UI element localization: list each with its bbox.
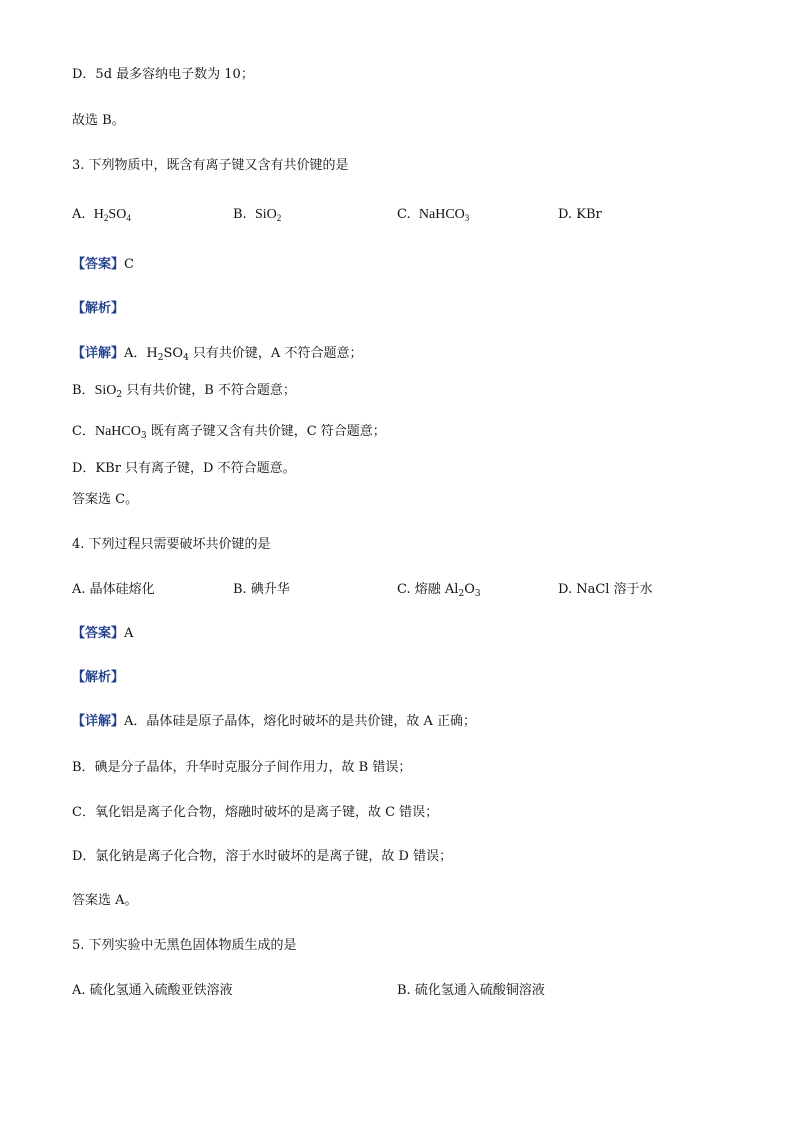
q4-detail-a: 【详解】A．晶体硅是原子晶体，熔化时破坏的是共价键，故 A 正确； (72, 714, 477, 729)
q3-option-a (72, 206, 131, 224)
formula-sio2: SiO$_2$ (254, 207, 282, 223)
q4-answer (72, 625, 133, 643)
answer-value: A (124, 626, 134, 641)
q4-conclusion: 答案选 A。 (72, 893, 138, 908)
q4-analysis-heading (72, 669, 124, 687)
q4-detail-c: C．氧化铝是离子化合物，熔融时破坏的是离子键，故 C 错误； (72, 805, 439, 820)
analysis-tag: 【解析】 (72, 301, 125, 316)
q3-option-c (397, 206, 469, 224)
q3-detail-a: 【详解】A．$H_2SO_4$ 只有共价键，A 不符合题意； (72, 346, 363, 363)
q3-conclusion: 答案选 C。 (72, 492, 139, 507)
formula-h2so4: $H_2SO_4$ (93, 207, 131, 223)
q2-option-d: D．5d 最多容纳电子数为 10； (72, 67, 254, 82)
q4-option-d: D. NaCl 溶于水 (558, 582, 653, 597)
q4-detail-b: B．碘是分子晶体，升华时克服分子间作用力，故 B 错误； (72, 760, 412, 775)
q3-option-b (233, 206, 281, 224)
q3-detail-b: B．SiO$_2$ 只有共价键，B 不符合题意； (72, 383, 296, 400)
answer-value: C (124, 257, 134, 272)
q3-stem: 3. 下列物质中，既含有离子键又含有共价键的是 (72, 158, 349, 173)
option-label: B. (233, 207, 247, 222)
detail-tag: 【详解】 (72, 714, 125, 729)
q5-option-b: B. 硫化氢通入硫酸铜溶液 (397, 983, 545, 998)
q5-stem: 5. 下列实验中无黑色固体物质生成的是 (72, 938, 297, 953)
option-label: A. (72, 207, 86, 222)
option-label: C. (397, 207, 411, 222)
q5-option-a: A. 硫化氢通入硫酸亚铁溶液 (72, 983, 233, 998)
q3-detail-d: D．KBr 只有离子键，D 不符合题意。 (72, 461, 296, 476)
q4-option-a: A. 晶体硅熔化 (72, 582, 155, 597)
option-label: D. (558, 207, 573, 222)
detail-tag: 【详解】 (72, 346, 125, 361)
formula-nahco3: NaHCO$_3$ (418, 207, 470, 223)
answer-tag: 【答案】 (72, 626, 125, 641)
q3-detail-c: C．NaHCO$_3$ 既有离子键又含有共价键，C 符合题意； (72, 424, 386, 441)
q2-conclusion: 故选 B。 (72, 113, 125, 128)
q3-option-d (558, 206, 602, 224)
answer-tag: 【答案】 (72, 257, 125, 272)
option-text: KBr (576, 207, 602, 222)
q3-analysis-heading (72, 300, 124, 318)
q4-detail-d: D．氯化钠是离子化合物，溶于水时破坏的是离子键，故 D 错误； (72, 849, 453, 864)
q3-answer (72, 256, 134, 274)
q4-stem: 4. 下列过程只需要破坏共价键的是 (72, 537, 271, 552)
analysis-tag: 【解析】 (72, 670, 125, 685)
q4-option-b: B. 碘升华 (233, 582, 290, 597)
q4-option-c: C. 熔融 $Al_2O_3$ (397, 582, 481, 599)
